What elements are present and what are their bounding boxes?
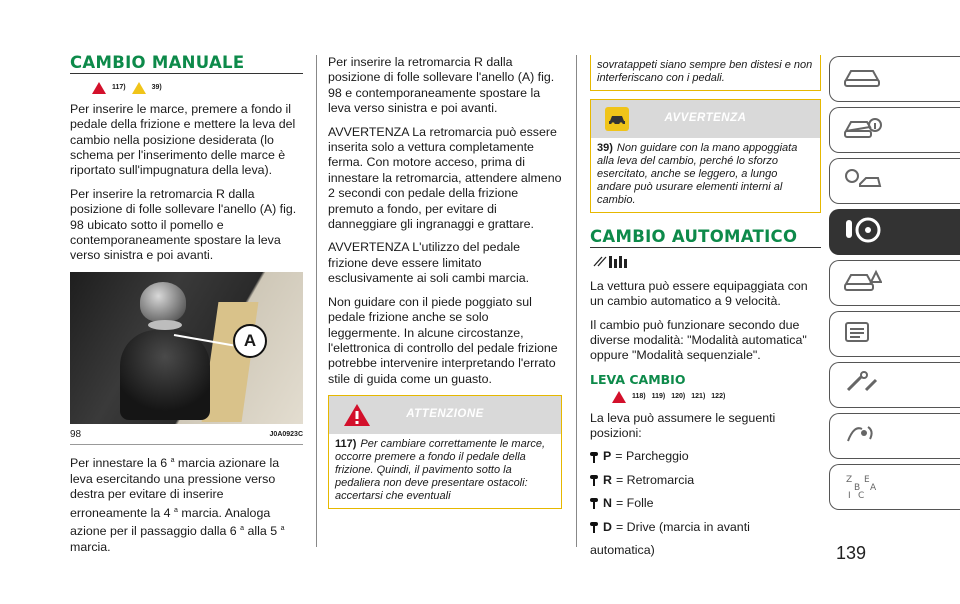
gear-lever-photo [70,272,303,424]
column-3 [590,55,821,559]
column-divider [576,55,577,547]
svg-text:C: C [858,490,865,499]
section-title-automatic: CAMBIO AUTOMATICO [590,229,821,248]
gear-lever-icon [590,475,599,486]
note-number: 39) [597,142,613,154]
gear-lever-icon [590,452,599,463]
paragraph: La vettura può essere equipaggiata con un cambio automatico a 9 velocità. [590,278,808,309]
attention-body [329,434,561,508]
warning-body [591,138,820,212]
paragraph: Per inserire la retromarcia R dalla posizione di folle sollevare l'anello (A) fig. 98 e contemporaneamente spostare la leva verso sinistra e poi avanti. [328,55,555,116]
tab-tools[interactable] [829,362,960,408]
steering-wheel-key-icon [842,216,882,249]
paragraph: La leva può assumere le seguenti posizioni: [590,410,776,441]
gear-position-tail: automatica) [590,543,655,558]
gear-knob [140,282,186,322]
gear-position: D = Drive (marcia in avanti [590,520,821,535]
gearbox-symbol-icon [592,254,821,274]
gear-positions-list [590,449,821,558]
attention-header [329,396,561,434]
car-service-icon [842,319,882,350]
tab-service[interactable] [829,311,960,357]
note-number: 117) [335,438,357,451]
figure-caption [70,427,303,445]
warning-refs [92,80,303,95]
figure-code: J0A0923C [269,430,303,438]
attention-label: ATTENZIONE [406,408,484,421]
car-warning-icon [842,268,882,299]
gear-lever-icon [590,522,599,533]
gear-boot [120,330,210,420]
paragraph: Non guidare con il piede poggiato sul pedale frizione anche se solo leggermente. In alcune circostanze, l'elettronica di controllo del pedale frizione potrebbe intervenire interpretando l'errato stile di guida come un guasto. [328,294,558,386]
column-divider [316,55,317,547]
paragraph: Per innestare la 6 $^a$ marcia azionare la leva esercitando una pressione verso destra per evitare di inserire erroneamente la 4 $^a$ marcia. Analoga azione per il passaggio dalla 6 $^a$ alla 5 $^a$ marcia. [70,456,285,554]
warning-text: Non guidare con la mano appoggiata alla leva del cambio, perché lo sforzo esercitato, anche se leggero, a lungo andare può usurare elementi interni al cambio. [597,142,798,206]
attention-box [328,395,562,509]
attention-continued: sovratappeti siano sempre ben distesi e non interferiscano con i pedali. [590,55,821,91]
figure-number: 98 [70,428,82,440]
svg-text:I: I [848,490,851,499]
gear-position: N = Folle [590,496,821,511]
tab-multimedia[interactable] [829,413,960,459]
reverse-ring [148,320,182,330]
ref-label[interactable]: 118) [632,393,646,401]
subsection-title: LEVA CAMBIO [590,371,686,387]
caution-triangle-icon [132,82,146,94]
index-icon [842,471,882,504]
warning-box [590,99,821,213]
gear-position: R = Retromarcia [590,473,821,488]
warning-refs [612,389,821,404]
warning-label: AVVERTENZA [664,112,747,124]
ref-label[interactable]: 120) [671,393,686,401]
warning-triangle-icon [612,391,626,403]
warning-triangle-icon [92,82,106,94]
ref-label[interactable]: 122) [711,393,726,401]
section-title-manual: CAMBIO MANUALE [70,55,303,74]
multimedia-icon [842,421,882,452]
car-dashboard-icon [842,64,882,95]
paragraph: Il cambio può funzionare secondo due diverse modalità: "Modalità automatica" oppure "Modalità sequenziale". [590,317,807,363]
ref-label[interactable]: 117) [112,84,126,92]
paragraph: AVVERTENZA La retromarcia può essere inserita solo a vettura completamente ferma. Con motore acceso, prima di innestare la retromarcia, attendere almeno 2 secondi con pedale della frizione premuto a fondo, per evitare di danneggiare gli ingranaggi e grattare. [328,124,562,232]
gear-position: P = Parcheggio [590,449,821,464]
tab-lights[interactable] [829,158,960,204]
svg-text:B: B [854,482,861,493]
svg-text:E: E [864,474,870,485]
paragraph: AVVERTENZA L'utilizzo del pedale frizione deve essere limitato esclusivamente ai soli cambi marcia. [328,240,530,286]
tab-info[interactable] [829,107,960,153]
tab-dashboard[interactable] [829,56,960,102]
paragraph: Per inserire le marce, premere a fondo il pedale della frizione e mettere la leva del cambio nella posizione desiderata (lo schema per l'inserimento delle marce è riportato sull'impugnatura della leva). [70,101,296,178]
page-number: 139 [836,543,867,563]
svg-text:Z: Z [846,474,853,485]
ref-label[interactable]: 39) [151,84,162,92]
car-lights-icon [842,166,882,197]
gear-lever-icon [590,498,599,509]
svg-text:A: A [870,482,877,493]
ref-label[interactable]: 121) [691,393,706,401]
dashboard-trim [202,302,259,422]
car-info-icon [842,115,882,146]
paragraph: Per inserire la retromarcia R dalla posizione di folle sollevare l'anello (A) fig. 98 ubicato sotto il pomello e contemporaneamente spostare la leva verso sinistra e poi avanti. [70,186,297,263]
tools-icon [842,370,882,401]
warning-header [591,100,820,138]
chapter-tabs [829,56,960,515]
column-2 [328,55,562,509]
column-1 [70,55,303,563]
tab-driving[interactable] [829,209,960,255]
tab-index[interactable] [829,464,960,510]
ref-label[interactable]: 119) [651,393,666,401]
attention-text: Per cambiare correttamente le marce, occorre premere a fondo il pedale della frizione. Quindi, il pavimento sotto la pedaliera non deve presentare ostacoli: accertarsi che eventuali [335,438,546,503]
callout-a: A [233,324,267,358]
tab-warning[interactable] [829,260,960,306]
